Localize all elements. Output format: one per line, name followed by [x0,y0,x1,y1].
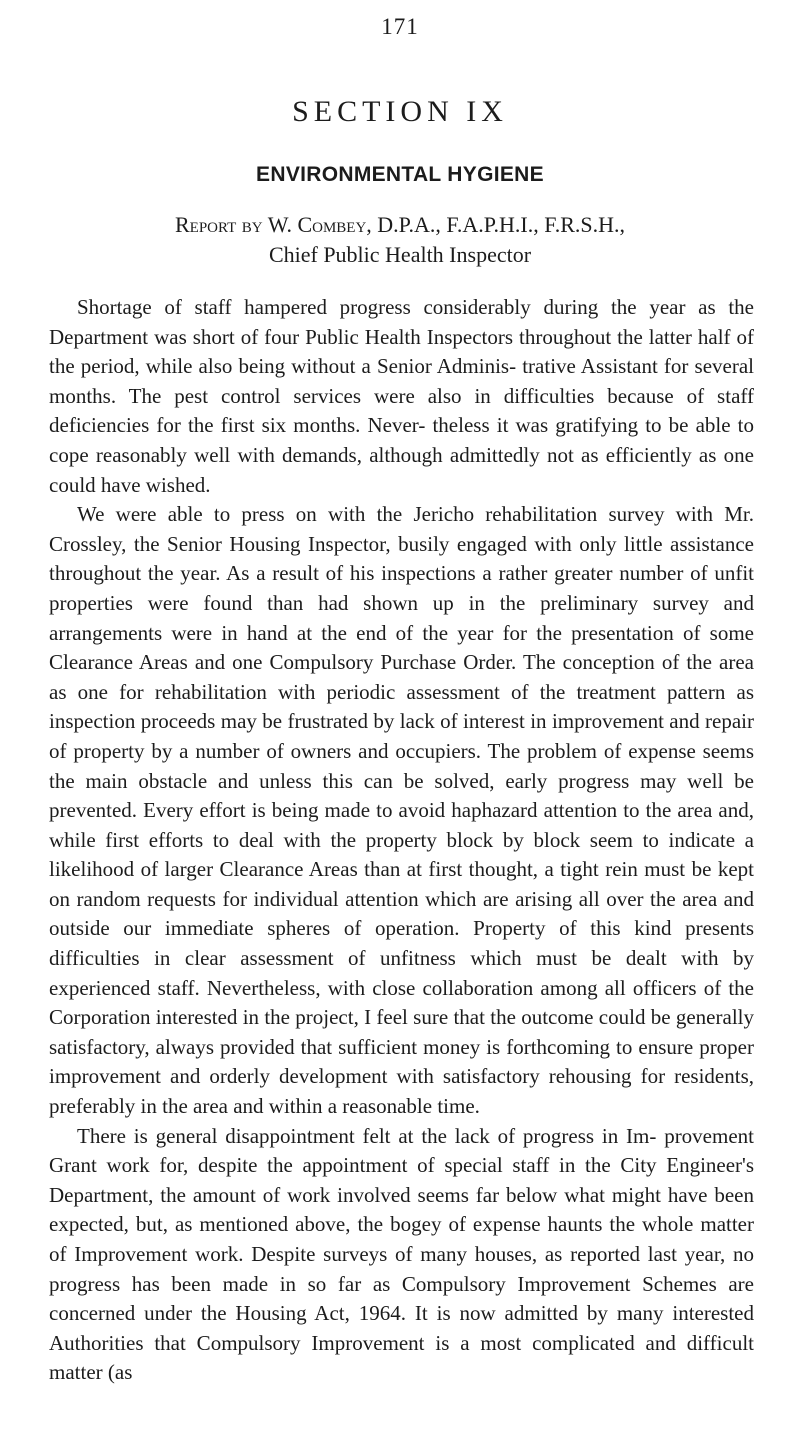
paragraph: We were able to press on with the Jericho rehabilitation survey with Mr. Crossley, the Senior Housing Inspector, busily engaged with only little assistance throughout the year. As a result of his inspections a rather greater number of unfit properties were found than had shown up in the preliminary survey and arrangements were in hand at the end of the year for the presentation of some Clearance Areas and one Compulsory Purchase Order. The conception of the area as one for rehabilitation with periodic assessment of the treatment pattern as inspection proceeds may be frustrated by lack of interest in improvement and repair of property by a number of owners and occupiers. The problem of expense seems the main obstacle and unless this can be solved, early progress may well be prevented. Every effort is being made to avoid haphazard attention to the area and, while first efforts to deal with the property block by block seem to indicate a likelihood of larger Clearance Areas than at first thought, a tight rein must be kept on random requests for individual attention which are arising all over the area and outside our immediate spheres of operation. Property of this kind presents difficulties in clear assessment of unfitness which must be dealt with by experienced staff. Nevertheless, with close collaboration among all officers of the Corporation interested in the project, I feel sure that the outcome could be generally satisfactory, always provided that sufficient money is forthcoming to ensure proper improvement and orderly development with satisfactory rehousing for residents, preferably in the area and within a reasonable time. [49,502,754,1119]
report-author-role: Chief Public Health Inspector [268,242,532,267]
subject-title: ENVIRONMENTAL HYGIENE [256,163,544,186]
report-author: Report by W. Combey, D.P.A., F.A.P.H.I., F.R.S.H., [174,212,626,237]
report-byline [0,210,800,270]
page-number: 171 [381,14,419,39]
report-body [49,293,754,1388]
paragraph: Shortage of staff hampered progress considerably during the year as the Department was short of four Public Health Inspectors throughout the latter half of the period, while also being without a Senior Adminis- trative Assistant for several months. The pest control services were also in difficulties because of staff deficiencies for the first six months. Never- theless it was gratifying to be able to cope reasonably well with demands, although admittedly not as efficiently as one could have wished. [49,295,754,497]
paragraph: There is general disappointment felt at the lack of progress in Im- provement Grant work for, despite the appointment of special staff in the City Engineer's Department, the amount of work involved seems far below what might have been expected, but, as mentioned above, the bogey of expense haunts the whole matter of Improvement work. Despite surveys of many houses, as reported last year, no progress has been made in so far as Compulsory Improvement Schemes are concerned under the Housing Act, 1964. It is now admitted by many interested Authorities that Compulsory Improvement is a most complicated and difficult matter (as [49,1123,754,1385]
section-title: SECTION IX [292,95,508,128]
